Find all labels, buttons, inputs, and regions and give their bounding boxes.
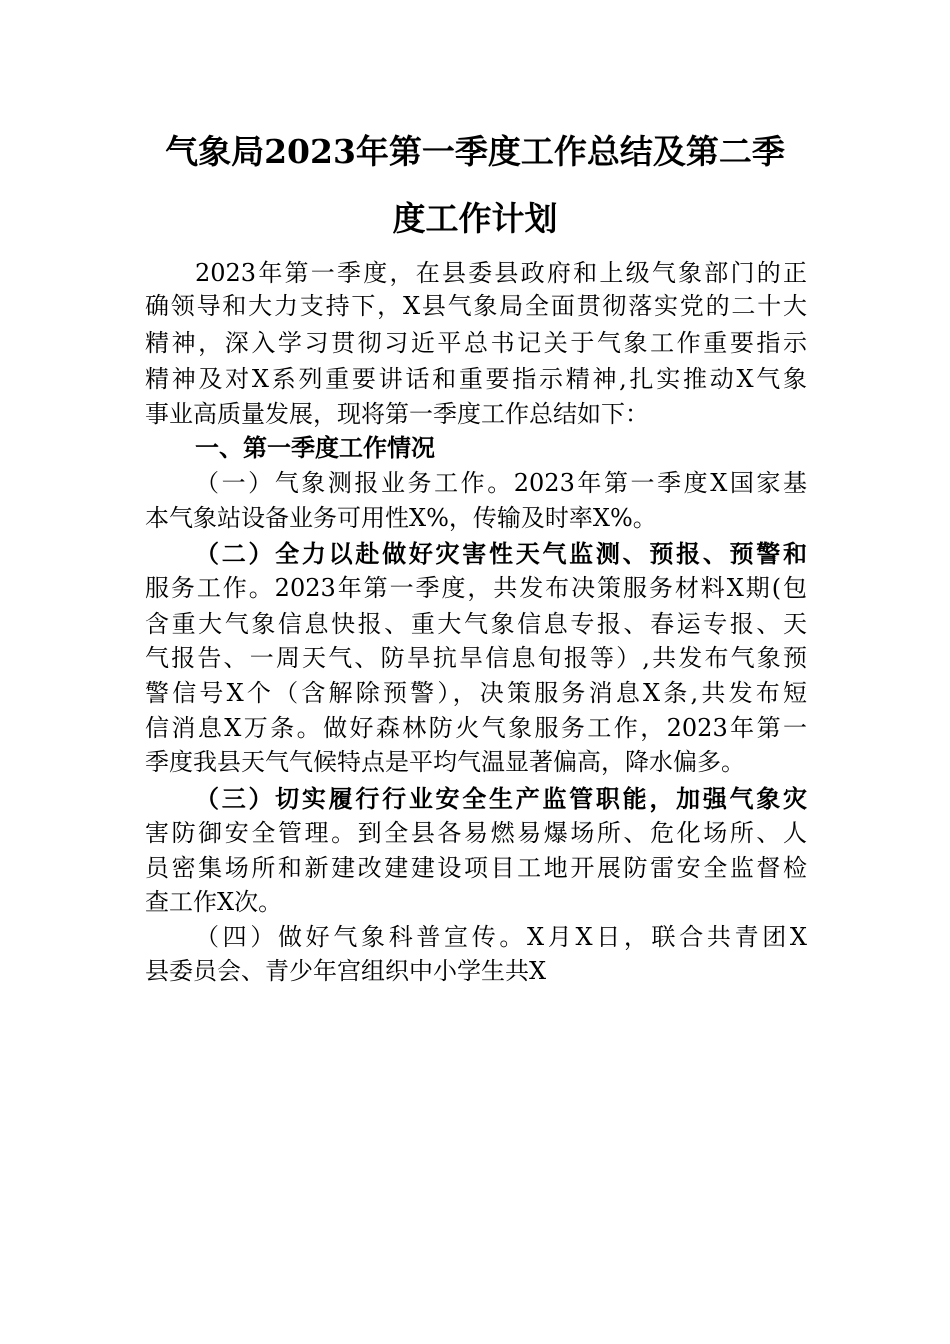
document-title-line-2: 度工作计划 (392, 199, 558, 238)
section-heading: 一、第一季度工作情况 (195, 434, 435, 462)
item-2-line: 气报告、一周天气、防旱抗旱信息旬报等）,共发布气象预 (145, 644, 807, 672)
item-1-line: （一）气象测报业务工作。2023年第一季度X国家基 (195, 469, 807, 497)
item-3-line: 查工作X次。 (145, 888, 283, 916)
item-4-line: 县委员会、青少年宫组织中小学生共X (145, 957, 547, 985)
document-title-line-1: 气象局2023年第一季度工作总结及第二季 (165, 132, 785, 171)
item-2-line: 信消息X万条。做好森林防火气象服务工作，2023年第一 (145, 714, 807, 742)
intro-line: 事业高质量发展，现将第一季度工作总结如下： (145, 400, 649, 428)
item-2-line: 季度我县天气气候特点是平均气温显著偏高，降水偏多。 (145, 748, 745, 776)
item-2-lead: （二）全力以赴做好灾害性天气监测、预报、预警和 (195, 539, 807, 568)
item-3-line: 害防御安全管理。到全县各易燃易爆场所、危化场所、人 (145, 819, 807, 847)
item-2-line: 警信号X个（含解除预警），决策服务消息X条,共发布短 (145, 679, 807, 707)
intro-line: 精神及对X系列重要讲话和重要指示精神,扎实推动X气象 (145, 365, 807, 393)
item-2-line: 含重大气象信息快报、重大气象信息专报、春运专报、天 (145, 610, 807, 638)
item-4-line: （四）做好气象科普宣传。X月X日，联合共青团X (195, 923, 807, 951)
item-3-line: 员密集场所和新建改建建设项目工地开展防雷安全监督检 (145, 854, 807, 882)
intro-line: 精神，深入学习贯彻习近平总书记关于气象工作重要指示 (145, 329, 807, 357)
item-2-line: 服务工作。2023年第一季度，共发布决策服务材料X期(包 (145, 574, 807, 602)
intro-line: 2023年第一季度，在县委县政府和上级气象部门的正 (195, 259, 807, 287)
intro-line: 确领导和大力支持下，X县气象局全面贯彻落实党的二十大 (145, 292, 807, 320)
item-3-lead: （三）切实履行行业安全生产监管职能，加强气象灾 (195, 784, 807, 813)
item-1-line: 本气象站设备业务可用性X%，传输及时率X%。 (145, 504, 657, 532)
